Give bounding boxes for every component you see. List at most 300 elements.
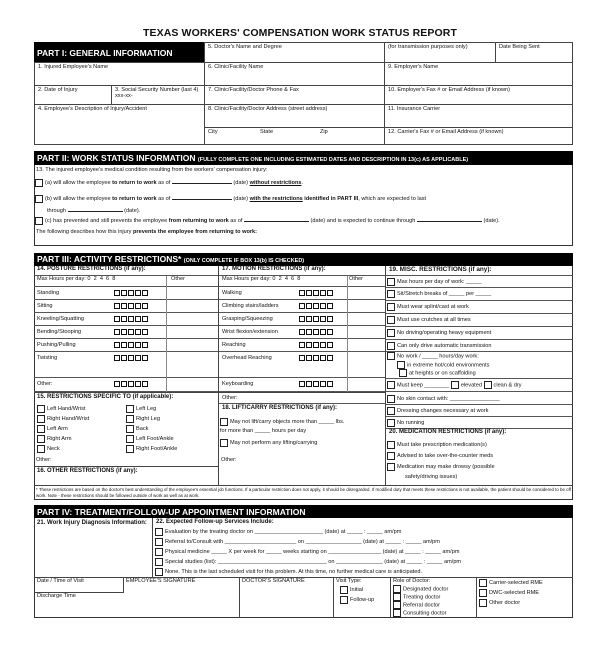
checkbox-label: Evaluation by the treating doctor on ______________________ (date) at _____ : _____ am/pm [165,529,402,535]
checkbox-item[interactable] [155,557,461,567]
hours-checkboxes[interactable] [299,355,334,363]
part2-header [34,151,573,165]
checkbox-label: Follow-up [350,597,375,603]
checkbox[interactable] [135,355,141,361]
row-label: Grasping/Squeezing [222,316,273,322]
checkbox-label: DWC-selected RME [489,590,540,596]
checkbox[interactable] [126,405,134,413]
checkbox[interactable] [299,329,305,335]
checkbox[interactable] [393,593,401,601]
motion-hours-header [219,276,385,287]
transmission-field[interactable] [384,42,496,63]
checkbox-label: Left Hand/Wrist [47,406,86,412]
text: as of [156,180,172,186]
checkbox[interactable] [114,342,120,348]
checkbox-label: Other doctor [489,600,521,606]
checkbox[interactable] [320,329,326,335]
checkbox[interactable] [37,425,45,433]
checkbox[interactable] [387,290,395,298]
label: 8. Clinic/Facility/Doctor Address (street address) [208,106,328,112]
checkbox[interactable] [114,290,120,296]
hours-checkboxes[interactable] [114,329,149,337]
label: Date Being Sent [499,44,540,50]
divider [347,276,348,392]
checkbox[interactable] [142,290,148,296]
date-blank[interactable] [172,178,232,184]
text: , which are expected to last [358,196,427,202]
hours-checkboxes[interactable] [114,290,149,298]
checkbox-item[interactable] [37,424,89,434]
discharge-field[interactable]: Discharge Time [37,593,76,599]
ssn-value: xxx-xx- [115,93,133,99]
checkbox[interactable] [114,303,120,309]
checkbox[interactable] [126,445,134,453]
checkbox[interactable] [327,355,333,361]
checkbox-item[interactable] [393,609,473,617]
text: Max Hours per day: [37,276,86,282]
checkbox-item[interactable] [479,588,570,598]
date-blank[interactable] [68,206,123,212]
restriction-row [34,287,218,300]
hours-checkboxes[interactable] [114,355,149,363]
restriction-row [34,300,218,313]
text: identified in PART III [302,196,359,202]
checkbox-item[interactable] [37,404,89,414]
checkbox-item[interactable] [336,585,387,595]
row-label: Pushing/Pulling [37,342,76,348]
visit-type [333,577,391,618]
checkbox[interactable] [114,355,120,361]
checkbox[interactable] [387,407,395,415]
lift-options [220,417,344,448]
checkbox[interactable] [128,355,134,361]
date-sent-field[interactable] [495,42,573,63]
checkbox[interactable] [306,316,312,322]
checkbox[interactable] [387,463,395,471]
rme-list [479,578,570,608]
restriction-row [34,378,218,392]
text: elevated [460,382,482,389]
restriction-row [219,287,385,300]
checkbox[interactable] [387,329,395,337]
checkbox-13b[interactable] [35,195,43,203]
rme-options [476,577,573,618]
checkbox[interactable] [320,342,326,348]
checkbox-item[interactable] [126,404,177,414]
checkbox[interactable] [387,441,395,449]
text: from returning to work [168,218,229,224]
text: (date). [481,218,500,224]
checkbox[interactable] [387,395,395,403]
checkbox[interactable] [126,435,134,443]
row-label: Kneeling/Squatting [37,316,84,322]
part4-header: PART IV: TREATMENT/FOLLOW-UP APPOINTMENT INFORMATION [34,505,573,518]
checkbox[interactable] [327,342,333,348]
specific-other[interactable]: Other: [36,457,52,463]
text: (date) [231,180,250,186]
date-blank[interactable] [172,194,232,200]
checkbox[interactable] [155,548,163,556]
text: The following describes how this injury [36,229,134,235]
hours-checkboxes[interactable] [114,342,149,350]
checkbox[interactable] [306,290,312,296]
checkbox[interactable] [320,355,326,361]
checkbox[interactable] [306,303,312,309]
checkbox[interactable] [313,290,319,296]
option-13b-through [47,206,140,214]
checkbox[interactable] [135,329,141,335]
hours-checkboxes[interactable] [299,316,334,324]
checkbox[interactable] [484,381,492,389]
checkbox-item[interactable] [479,598,570,608]
checkbox-label: Left Arm [47,426,68,432]
label: 5. Doctor's Name and Degree [208,44,282,50]
text: with the restrictions [249,196,303,202]
diagnosis-label: 21. Work Injury Diagnosis Information: [37,520,147,526]
row-label: Dressing changes necessary at work [397,408,489,414]
restriction-row [219,326,385,339]
checkbox[interactable] [313,355,319,361]
part2-title: PART II: WORK STATUS INFORMATION [37,153,196,163]
checkbox-item[interactable] [479,578,570,588]
checkbox[interactable] [121,381,127,387]
checkbox-label: Right Foot/Ankle [136,446,178,452]
checkbox[interactable] [327,303,333,309]
must-keep-item [386,378,573,392]
checkbox[interactable] [155,558,163,566]
checkbox[interactable] [114,329,120,335]
checkbox[interactable] [479,599,487,607]
checkbox[interactable] [387,278,395,286]
checkbox[interactable] [387,303,395,311]
checkbox-item[interactable] [37,434,89,444]
q13-intro: 13. The injured employee's medical condition resulting from the workers' compensation injury: [36,167,268,173]
checkbox[interactable] [479,579,487,587]
row-label: Advised to take over-the-counter meds [397,453,494,459]
text: (a) will allow the employee [45,180,113,186]
misc-row [386,405,573,417]
checkbox[interactable] [135,303,141,309]
hours-checkboxes[interactable] [299,381,334,389]
checkbox-item[interactable] [155,527,461,537]
specific-right-list [126,404,177,454]
text: to return to work [112,180,157,186]
checkbox[interactable] [37,405,45,413]
date-of-injury-field[interactable] [34,85,112,105]
checkbox[interactable] [135,342,141,348]
checkbox[interactable] [327,316,333,322]
checkbox[interactable] [220,439,228,447]
row-label: Must use crutches at all times [397,317,471,323]
label: 11. Insurance Carrier [388,106,441,112]
checkbox-item[interactable] [126,424,177,434]
checkbox[interactable] [306,355,312,361]
checkbox[interactable] [128,303,134,309]
checkbox[interactable] [387,342,395,350]
checkbox[interactable] [126,425,134,433]
checkbox[interactable] [327,381,333,387]
checkbox[interactable] [299,355,305,361]
checkbox-label: Carrier-selected RME [489,580,543,586]
checkbox-item[interactable] [393,601,473,609]
checkbox[interactable] [121,303,127,309]
checkbox[interactable] [142,342,148,348]
option-13a[interactable]: (a) will allow the employee to return to work as of (date) without restrictions. [35,178,303,187]
text: in extreme hot/cold environments [407,362,490,369]
row-label: Other: [37,381,53,387]
specific-left-list [37,404,89,454]
checkbox[interactable] [142,303,148,309]
row-label: Bending/Stooping [37,329,82,335]
date-blank[interactable] [417,216,482,222]
checkbox[interactable] [121,316,127,322]
checkbox[interactable] [37,445,45,453]
misc-row [386,417,573,429]
checkbox-label: Physical medicine _____ X per week for _____ weeks starting on _________________ (date) at _____ : _____ am/pm [165,549,460,555]
checkbox[interactable] [220,418,228,426]
restriction-row [34,326,218,339]
checkbox[interactable] [121,329,127,335]
label: 4. Employee's Description of Injury/Accident [38,106,147,112]
checkbox[interactable] [121,290,127,296]
checkbox[interactable] [313,381,319,387]
carrier-fax-field[interactable] [384,127,573,145]
checkbox[interactable] [135,381,141,387]
text: prevents the employee from returning to work: [133,229,258,235]
checkbox[interactable] [387,352,395,360]
city-state-zip-field[interactable] [204,127,385,145]
label: 6. Clinic/Facility Name [208,64,264,70]
option-13c[interactable] [35,216,500,225]
checkbox[interactable] [479,589,487,597]
visit-options [336,585,387,605]
option-13b[interactable] [35,194,426,203]
checkbox[interactable] [37,415,45,423]
misc-row [386,314,573,327]
checkbox[interactable] [155,538,163,546]
checkbox[interactable] [320,316,326,322]
medication-title: 20. MEDICATION RESTRICTIONS (if any): [389,429,507,435]
checkbox[interactable] [114,316,120,322]
checkbox[interactable] [313,329,319,335]
label: Visit Type: [336,578,362,584]
checkbox[interactable] [142,329,148,335]
checkbox-item[interactable] [126,444,177,454]
employer-fax-field[interactable] [384,85,573,105]
posture-title: 14. POSTURE RESTRICTIONS (if any): [34,266,218,276]
checkbox[interactable] [387,316,395,324]
role-options [393,585,473,617]
checkbox[interactable] [299,342,305,348]
checkbox[interactable] [387,419,395,427]
text: 0 2 4 6 8 [87,276,116,282]
checkbox-item[interactable] [393,585,473,593]
text: (date) and is expected to continue through [309,218,417,224]
checkbox-item[interactable] [155,567,461,577]
part3-note: (ONLY COMPLETE IF BOX 13(b) IS CHECKED) [183,258,305,264]
checkbox[interactable] [155,528,163,536]
label: 7. Clinic/Facility/Doctor Phone & Fax [208,87,299,93]
checkbox[interactable] [327,329,333,335]
checkbox[interactable] [142,316,148,322]
restriction-row [219,378,385,392]
medication-row [387,451,493,461]
checkbox[interactable] [128,381,134,387]
checkbox-item[interactable] [37,414,89,424]
checkbox[interactable] [37,435,45,443]
row-label: Standing [37,290,60,296]
checkbox-label: Left Leg [136,406,157,412]
checkbox[interactable] [397,361,405,369]
text: through [47,208,68,214]
checkbox[interactable] [121,355,127,361]
form-title: TEXAS WORKERS' COMPENSATION WORK STATUS REPORT [143,27,457,39]
checkbox-item[interactable] [37,444,89,454]
checkbox[interactable] [306,329,312,335]
label: 2. Date of Injury [38,87,78,93]
label: 1. Injured Employee's Name [38,64,109,70]
text: clean & dry [493,382,522,389]
hours-checkboxes[interactable] [114,303,149,311]
date-blank[interactable] [244,216,309,222]
doctor-name-field[interactable] [204,42,385,63]
ssn-field[interactable] [111,85,205,105]
checkbox[interactable] [340,596,348,604]
checkbox-label: Special studies (list): ___________________________________ on _______________ (date) at _____ : _____ am/pm [165,559,462,565]
checkbox[interactable] [320,381,326,387]
checkbox[interactable] [313,342,319,348]
checkbox[interactable] [299,290,305,296]
doctor-signature-field[interactable]: DOCTOR'S SIGNATURE [239,577,334,618]
hours-checkboxes[interactable] [114,316,149,324]
other-restrictions-title: 16. OTHER RESTRICTIONS (if any): [34,466,218,476]
checkbox[interactable] [155,568,163,576]
clinic-phone-field[interactable] [204,85,385,105]
checkbox-label: Referral doctor [403,602,440,609]
row-label: Twisting [37,355,58,361]
checkbox-label: Consulting doctor [403,610,447,617]
lift-other[interactable]: Other: [221,457,237,463]
text: Max Hours per day: [222,276,271,282]
checkbox-item[interactable] [155,547,461,557]
medication-row [387,440,487,450]
text: (c) has prevented and still prevents the employee [45,218,169,224]
row-label: Medication may make drowsy (possible [397,464,495,470]
row-label: Must wear splint/cast at work [397,304,469,310]
checkbox-item[interactable] [336,595,387,605]
state-label: State [260,129,274,135]
text: at heights or on scaffolding [409,370,476,377]
clinic-address-field[interactable] [204,104,385,128]
checkbox-item[interactable] [126,414,177,424]
checkbox[interactable] [320,303,326,309]
text: Other [171,276,185,282]
footnote: * These restrictions are based on the doctor's best understanding of the employee's essential job functions. If a particular restriction does not apply, it should be disregarded. If modified duty that meets these restrictions is not available, the patient should be considered to be off work. Note - these restrictions should be followed outside of work as well as at work. [36,487,571,498]
label: 9. Employer's Name [388,64,439,70]
checkbox[interactable] [313,303,319,309]
checkbox-label: Left Foot/Ankle [136,436,174,442]
checkbox[interactable] [114,381,120,387]
checkbox[interactable] [299,381,305,387]
checkbox[interactable] [327,290,333,296]
checkbox[interactable] [135,290,141,296]
checkbox[interactable] [340,586,348,594]
row-label: Sitting [37,303,53,309]
visit-time-field[interactable]: Date / Time of Visit [34,577,124,593]
checkbox-item[interactable] [155,537,461,547]
insurance-carrier-field[interactable] [384,104,573,128]
hours-checkboxes[interactable] [299,329,334,337]
checkbox[interactable] [126,415,134,423]
checkbox[interactable] [299,316,305,322]
medication-cont: safety/driving issues) [405,474,458,480]
hours-checkboxes[interactable] [299,303,334,311]
checkbox[interactable] [142,381,148,387]
checkbox[interactable] [128,329,134,335]
row-label: Max hours per day of work: _____ [397,279,482,285]
checkbox-13c[interactable] [35,217,43,225]
checkbox[interactable] [313,316,319,322]
employee-name-field[interactable] [34,62,205,86]
checkbox[interactable] [306,381,312,387]
clinic-name-field[interactable] [204,62,385,86]
checkbox[interactable] [393,601,401,609]
checkbox[interactable] [320,290,326,296]
checkbox[interactable] [387,381,395,389]
checkbox[interactable] [299,303,305,309]
injury-description-field[interactable] [34,104,205,145]
checkbox-item[interactable] [393,593,473,601]
checkbox[interactable] [393,609,401,617]
prevents-description[interactable] [36,229,257,235]
checkbox[interactable] [451,381,459,389]
doctor-role [390,577,477,618]
checkbox[interactable] [387,452,395,460]
checkbox[interactable] [135,316,141,322]
checkbox[interactable] [306,342,312,348]
misc-title: 19. MISC. RESTRICTIONS (if any): [386,266,573,276]
checkbox-13a[interactable] [35,179,43,187]
checkbox-item[interactable] [126,434,177,444]
motion-other[interactable]: Other: [219,392,385,404]
checkbox[interactable] [128,342,134,348]
row-label: Reaching [222,342,246,348]
text: Must keep ________ [397,382,450,389]
label: 10. Employer's Fax # or Email Address (if known) [388,87,510,93]
follow-up-title: 22. Expected Follow-up Services Include: [156,519,274,525]
medication-row [387,462,495,472]
hours-checkboxes[interactable] [299,290,334,298]
row-label: No running [397,420,425,426]
employee-signature-field[interactable]: EMPLOYEE'S SIGNATURE [123,577,240,618]
misc-row [386,301,573,314]
restriction-row [219,339,385,352]
specific-title: 15. RESTRICTIONS SPECIFIC TO (if applicable): [34,392,218,403]
checkbox[interactable] [142,355,148,361]
checkbox-label: Neck [47,446,60,452]
row-label: Overhead Reaching [222,355,272,361]
label: Role of Doctor: [393,578,431,584]
hours-checkboxes[interactable] [114,381,149,389]
hours-checkboxes[interactable] [299,342,334,350]
checkbox[interactable] [393,585,401,593]
checkbox[interactable] [399,369,407,377]
checkbox[interactable] [128,290,134,296]
checkbox[interactable] [121,342,127,348]
employer-name-field[interactable] [384,62,573,86]
checkbox[interactable] [128,316,134,322]
checkbox-label: Designated doctor [403,586,449,593]
